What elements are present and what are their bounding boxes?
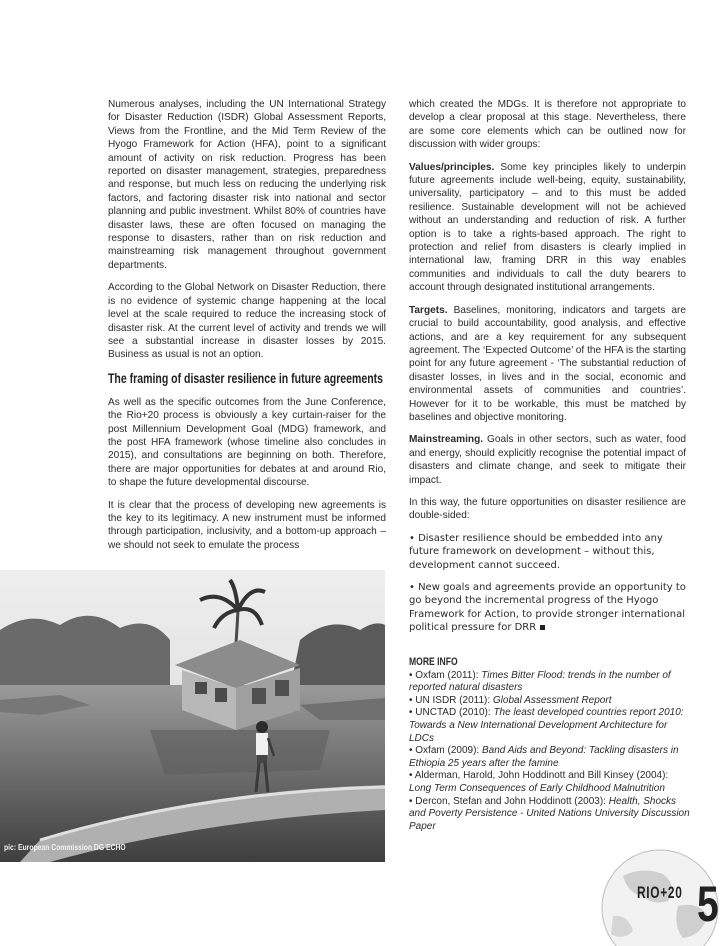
reference-item [409, 796, 691, 834]
paragraph: According to the Global Network on Disaster Reduction, there is no evidence of systemic change happening at the local level at the scale required to reduce the increasing stock of disaster risk. At the current level of activity and trends we will see a substantial increase in disaster losses by 2015. Business as usual is not an option. [108, 282, 386, 361]
paragraph: As well as the specific outcomes from the June Conference, the Rio+20 process is obviously a key curtain-raiser for the post Millennium Development Goal (MDG) framework, and the post HFA framework (whose timeline also concludes in 2015), and consultations are beginning on both. Therefore, there are major opportunities for debates at and around Rio, to shape the future developmental discourse. [108, 396, 386, 489]
reference-title: Times Bitter Flood: trends in the number of reported natural disasters [409, 669, 671, 694]
reference-source: • UNCTAD (2010): [409, 707, 494, 719]
reference-title: The least developed countries report 2010: Towards a New International Development Architecture for LDCs [409, 707, 684, 744]
reference-title: Health, Shocks and Poverty Persistence - United Nations University Discussion Paper [409, 795, 690, 832]
reference-source: • Alderman, Harold, John Hoddinott and Bill Kinsey (2004): [409, 770, 669, 782]
values-lead: Values/principles. [409, 161, 495, 173]
bullet-text: • New goals and agreements provide an opportunity to go beyond the incremental progress of the Hyogo Framework for Action, to provide stronger international political pressure for DRR [409, 582, 686, 634]
targets-lead: Targets. [409, 304, 448, 316]
more-info-title: MORE INFO [409, 656, 458, 668]
values-paragraph [409, 161, 686, 295]
paragraph: In this way, the future opportunities on disaster resilience are double-sided: [409, 496, 686, 522]
reference-item [409, 745, 691, 770]
section-heading: The framing of disaster resilience in future agreements [108, 370, 384, 386]
photo-credit: pic: European Commission DG ECHO [4, 842, 126, 852]
reference-title: Band Aids and Beyond: Tackling disasters in Ethiopia 25 years after the famine [409, 745, 679, 769]
more-info-section [409, 656, 691, 833]
flood-photo-illustration [0, 570, 385, 862]
end-mark-icon [540, 625, 545, 630]
values-text: Some key principles likely to underpin future agreements include well-being, equity, sustainability, universality, participatory – and to this must be added resilience. Sustainable development will not be achieved without an understanding and reduction of risk. A further option is to take a rights-based approach. The right to protection and relief from disasters is clearly implied in international law, framing DRR in this way enables communities and individuals to call the duty bearers to account through designated institutional arrangements. [409, 161, 686, 294]
mainstreaming-text: Goals in other sectors, such as water, food and energy, should explicitly recognise the potential impact of disasters and climate change, and seek to mitigate their impact. [409, 434, 686, 486]
bullet-item [409, 581, 686, 635]
targets-text: Baselines, monitoring, indicators and targets are crucial to build accountability, good analysis, and effective actions, and are a key requirement for any subsequent agreement. The ‘Expected Outcome’ of the HFA is the starting point for any future agreement - ‘The substantial reduction of disaster losses, in lives and in the social, economic and environmental assets of communities and countries’. However for it to be workable, this must be matched by baselines and objective monitoring. [409, 304, 686, 423]
reference-title: Long Term Consequences of Early Childhood Malnutrition [409, 782, 665, 794]
reference-source: • UN ISDR (2011): [409, 694, 493, 706]
reference-item [409, 670, 691, 695]
reference-title: Global Assessment Report [492, 694, 612, 706]
reference-item [409, 707, 691, 745]
reference-item [409, 770, 691, 795]
targets-paragraph [409, 304, 686, 425]
mainstreaming-lead: Mainstreaming. [409, 434, 484, 446]
reference-source: • Oxfam (2009): [409, 745, 482, 757]
right-text-column [409, 98, 686, 644]
flood-photo [0, 570, 385, 862]
reference-source: • Dercon, Stefan and John Hoddinott (2003): [409, 795, 609, 807]
reference-source: • Oxfam (2011): [409, 669, 482, 681]
reference-item [409, 695, 691, 708]
paragraph: Numerous analyses, including the UN International Strategy for Disaster Reduction (ISDR) Global Assessment Reports, Views from the Frontline, and the Mid Term Review of the Hyogo Framework for Action (HFA), point to a significant amount of activity on risk reduction. Progress has been reported on disaster management, strategies, preparedness and response, but much less on reducing the underlying risk factors, and factoring disaster risk into national and sector planning and public investment. Whilst 80% of countries have disaster laws, these are often focused on managing the response to disasters, rather than on risk reduction and mainstreaming risk management throughout government departments. [108, 99, 386, 271]
left-text-column [108, 98, 386, 561]
paragraph: It is clear that the process of developing new agreements is the key to its legitimacy. A new instrument must be informed through participation, inclusivity, and a bottom-up approach – we should not seek to emulate the process [108, 499, 386, 551]
paragraph: which created the MDGs. It is therefore not appropriate to develop a clear proposal at this stage. Nevertheless, there are some core elements which can be outlined now for discussion with wider groups: [409, 99, 686, 151]
rio20-logo: RIO+20 [637, 883, 683, 902]
mainstreaming-paragraph [409, 433, 686, 487]
page-number: 5 [697, 876, 719, 932]
bullet-item: • Disaster resilience should be embedded into any future framework on development – without this, development cannot succeed. [409, 532, 663, 571]
